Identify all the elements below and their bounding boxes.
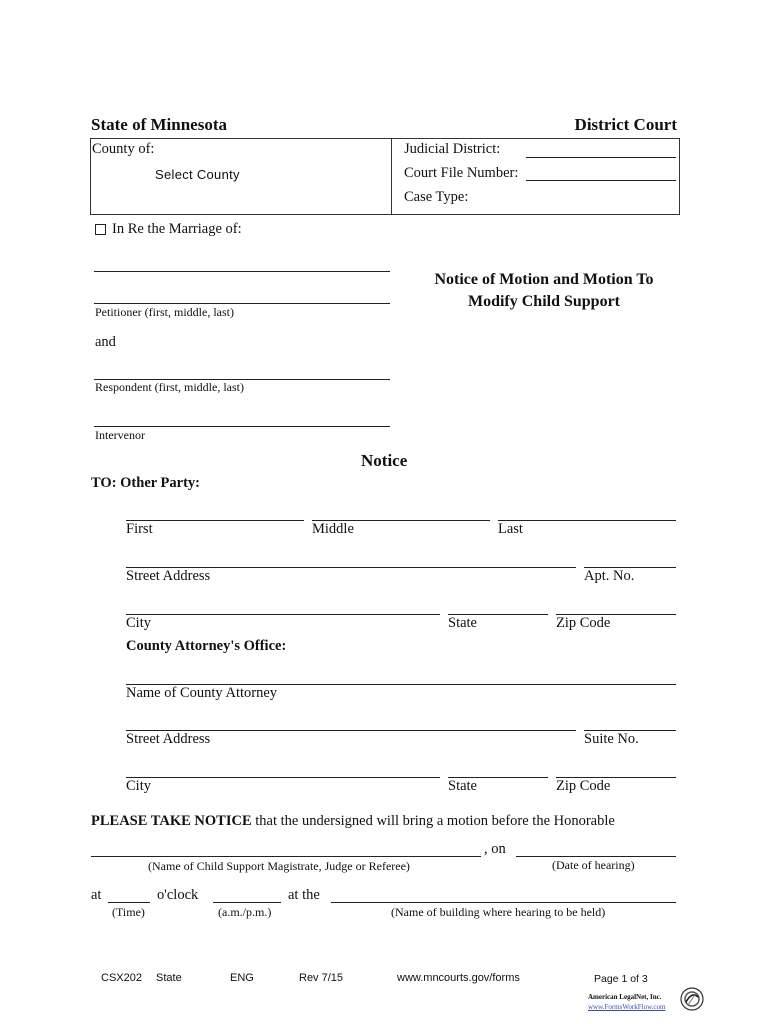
- middle-caption: Middle: [312, 521, 354, 537]
- petitioner-caption: Petitioner (first, middle, last): [95, 305, 234, 319]
- petitioner-input-1[interactable]: [94, 271, 390, 272]
- county-attorney-heading: County Attorney's Office:: [126, 638, 287, 654]
- logo-emblem-icon: [680, 987, 704, 1011]
- logo-company-name: American LegalNet, Inc.: [588, 993, 662, 1001]
- hearing-date-input[interactable]: [516, 856, 676, 857]
- suite-no-caption: Suite No.: [584, 731, 639, 747]
- zip-caption: Zip Code: [556, 615, 611, 631]
- apt-no-caption: Apt. No.: [584, 568, 635, 584]
- at-label: at: [91, 887, 102, 903]
- judicial-district-input[interactable]: [526, 157, 676, 158]
- oclock-label: o'clock: [157, 887, 199, 903]
- document-title-line2: Modify Child Support: [467, 293, 621, 310]
- respondent-caption: Respondent (first, middle, last): [95, 380, 244, 394]
- marriage-label: In Re the Marriage of:: [112, 221, 242, 237]
- attorney-zip-caption: Zip Code: [556, 778, 611, 794]
- judicial-district-label: Judicial District:: [404, 141, 501, 157]
- ampm-input[interactable]: [213, 902, 281, 903]
- petitioner-input-2[interactable]: [94, 303, 390, 304]
- document-title-line1: Notice of Motion and Motion To: [434, 271, 654, 288]
- street-address-caption: Street Address: [126, 568, 211, 584]
- state-title: State of Minnesota: [91, 115, 227, 134]
- case-type-label: Case Type:: [404, 189, 469, 205]
- intervenor-input[interactable]: [94, 426, 390, 427]
- building-input[interactable]: [331, 902, 676, 903]
- logo-link[interactable]: www.FormsWorkFlow.com: [588, 1003, 666, 1011]
- attorney-state-caption: State: [448, 778, 477, 794]
- city-caption: City: [126, 615, 151, 631]
- marriage-checkbox[interactable]: [95, 224, 106, 235]
- take-notice-sentence: [91, 813, 615, 830]
- footer-page: Page 1 of 3: [594, 973, 648, 985]
- last-name-input[interactable]: [498, 520, 676, 521]
- case-box-divider: [391, 139, 392, 214]
- footer-state: State: [156, 972, 182, 984]
- take-notice-rest: that the undersigned will bring a motion before the Honorable: [251, 813, 615, 829]
- building-caption: (Name of building where hearing to be held): [391, 905, 606, 919]
- footer-rev: Rev 7/15: [299, 972, 344, 984]
- footer-url: www.mncourts.gov/forms: [397, 972, 520, 984]
- to-other-party-label: TO: Other Party:: [91, 475, 200, 491]
- time-input[interactable]: [108, 902, 150, 903]
- and-label: and: [95, 334, 116, 350]
- on-label: , on: [484, 841, 506, 857]
- date-caption: (Date of hearing): [552, 858, 635, 872]
- at-the-label: at the: [288, 887, 320, 903]
- notice-heading: Notice: [361, 451, 408, 470]
- county-label: County of:: [92, 141, 155, 157]
- court-file-label: Court File Number:: [404, 165, 519, 181]
- ampm-caption: (a.m./p.m.): [218, 905, 272, 919]
- attorney-street-caption: Street Address: [126, 731, 211, 747]
- take-notice-bold: PLEASE TAKE NOTICE: [91, 813, 252, 829]
- intervenor-caption: Intervenor: [95, 428, 145, 442]
- attorney-city-input[interactable]: [126, 777, 440, 778]
- attorney-city-caption: City: [126, 778, 151, 794]
- magistrate-name-input[interactable]: [91, 856, 481, 857]
- court-title: District Court: [574, 115, 677, 134]
- footer-form-id: CSX202: [101, 972, 142, 984]
- footer-lang: ENG: [230, 972, 254, 984]
- county-attorney-name-caption: Name of County Attorney: [126, 685, 278, 701]
- time-caption: (Time): [112, 905, 145, 919]
- first-caption: First: [126, 521, 153, 537]
- magistrate-caption: (Name of Child Support Magistrate, Judge or Referee): [148, 859, 410, 873]
- last-caption: Last: [498, 521, 523, 537]
- first-name-input[interactable]: [126, 520, 304, 521]
- state-caption: State: [448, 615, 477, 631]
- city-input[interactable]: [126, 614, 440, 615]
- court-file-input[interactable]: [526, 180, 676, 181]
- county-select[interactable]: Select County: [155, 167, 240, 182]
